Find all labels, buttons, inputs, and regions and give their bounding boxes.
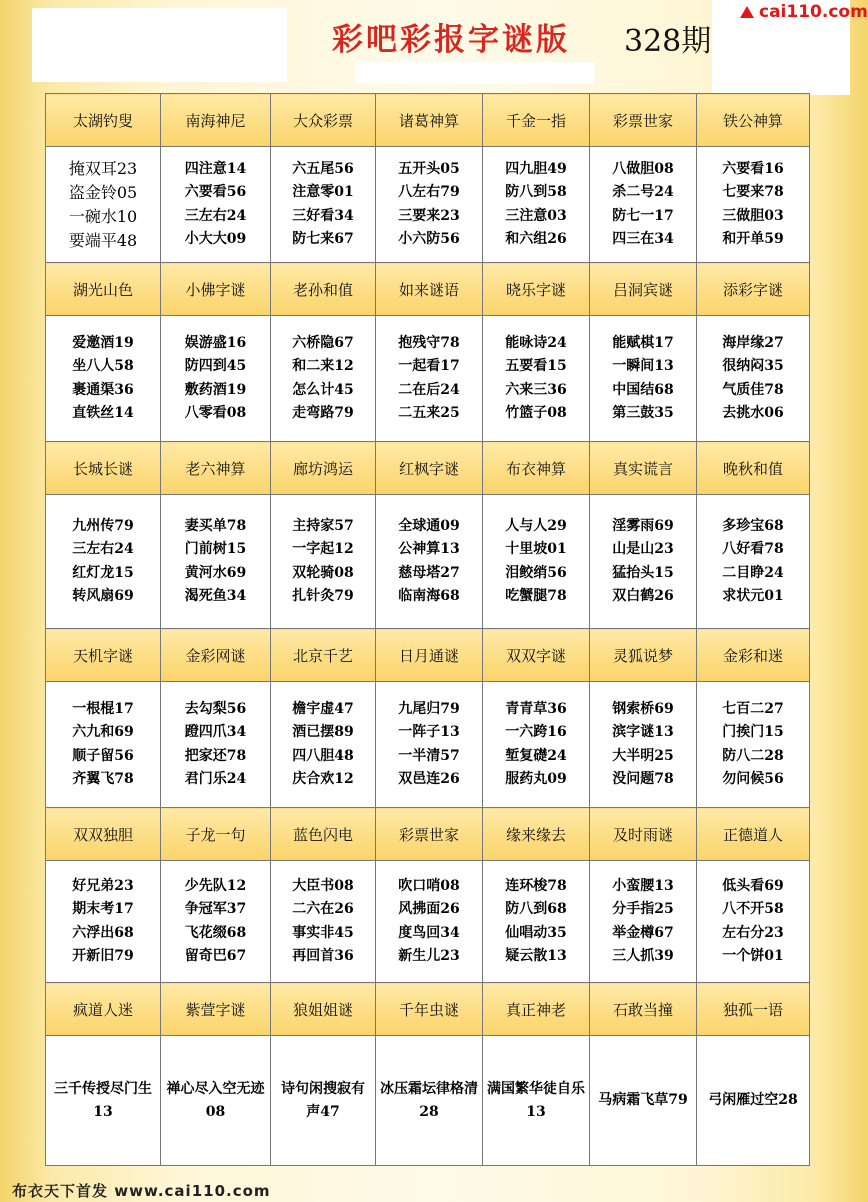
column-name: 及时雨谜: [590, 808, 697, 861]
prediction-cell: [697, 495, 810, 629]
column-name: 灵狐说梦: [590, 629, 697, 682]
prediction-cell: [271, 147, 376, 263]
prediction-line: 钢索桥69: [612, 700, 674, 717]
column-name: 狼姐姐谜: [271, 983, 376, 1036]
prediction-line: 吹口哨08: [398, 877, 460, 894]
prediction-line: 杀二号24: [612, 184, 674, 200]
prediction-cell: [483, 495, 590, 629]
prediction-line: 争冠军37: [184, 901, 247, 917]
prediction-cell: [46, 495, 161, 629]
column-name: 子龙一句: [161, 808, 271, 861]
prediction-line: 九尾归79: [398, 700, 460, 717]
prediction-line: 三左右24: [72, 541, 134, 557]
prediction-line: 门挨门15: [722, 724, 784, 740]
prediction-line: 檐宇虚47: [292, 700, 354, 717]
prediction-line: 小六防56: [398, 231, 460, 247]
prediction-line: 二六在26: [292, 901, 354, 917]
prediction-line: 小蛮腰13: [612, 877, 674, 894]
section-body-row: [46, 316, 810, 442]
prediction-line: 大半明25: [612, 747, 674, 764]
prediction-line: 三左右24: [184, 207, 247, 224]
white-blank-strip: [355, 62, 595, 84]
prediction-cell: [46, 147, 161, 263]
prediction-cell: [271, 1036, 376, 1166]
prediction-line: 七百二27: [722, 700, 784, 717]
prediction-phrase: 满国繁华徒自乐13: [487, 1080, 585, 1120]
prediction-line: 八不开58: [722, 901, 784, 917]
page-title: 彩吧彩报字谜版: [332, 22, 570, 58]
prediction-cell: [483, 682, 590, 808]
column-name: 晓乐字谜: [483, 263, 590, 316]
section-header-row: [46, 263, 810, 316]
prediction-cell: [590, 147, 697, 263]
prediction-cell: [161, 682, 271, 808]
prediction-line: 七要来78: [722, 184, 784, 200]
prediction-cell: [46, 861, 161, 983]
prediction-line: 没问题78: [612, 771, 674, 787]
prediction-line: 怎么计45: [292, 381, 354, 398]
prediction-line: 八好看78: [722, 541, 784, 557]
prediction-line: 去挑水06: [722, 405, 784, 421]
column-name: 吕洞宾谜: [590, 263, 697, 316]
prediction-line: 走弯路79: [292, 405, 354, 421]
prediction-line: 二在后24: [398, 381, 460, 398]
prediction-phrase: 弓闲雁过空28: [708, 1092, 798, 1108]
prediction-cell: [483, 1036, 590, 1166]
prediction-cell: [697, 682, 810, 808]
prediction-cell: [697, 147, 810, 263]
prediction-line: 左右分23: [722, 924, 784, 941]
column-name: 疯道人迷: [46, 983, 161, 1036]
white-blank-box: [32, 8, 287, 82]
prediction-line: 一碗水10: [68, 206, 138, 226]
prediction-phrase: 禅心尽入空无迹08: [166, 1080, 265, 1120]
prediction-cell: [483, 861, 590, 983]
section-body-row: [46, 861, 810, 983]
prediction-line: 多珍宝68: [722, 517, 784, 534]
prediction-line: 海岸缘27: [722, 334, 784, 351]
prediction-line: 五开头05: [398, 160, 460, 177]
prediction-line: 很纳闷35: [722, 358, 784, 374]
prediction-line: 分手指25: [612, 901, 674, 917]
prediction-line: 齐翼飞78: [72, 771, 134, 787]
prediction-line: 二五来25: [398, 405, 460, 421]
riddle-table: [45, 93, 810, 1166]
column-name: 石敢当撞: [590, 983, 697, 1036]
prediction-line: 和开单59: [722, 231, 784, 247]
prediction-line: 转风扇69: [72, 588, 134, 604]
prediction-cell: [376, 861, 483, 983]
prediction-line: 防四到45: [184, 358, 247, 374]
prediction-line: 君门乐24: [184, 771, 247, 787]
prediction-line: 妻买单78: [184, 517, 247, 534]
column-name: 紫萱字谜: [161, 983, 271, 1036]
prediction-line: 六要看16: [722, 160, 784, 177]
prediction-cell: [590, 861, 697, 983]
prediction-line: 留奇巴67: [184, 948, 247, 964]
prediction-line: 防八到68: [505, 901, 567, 917]
prediction-line: 双邑连26: [398, 771, 460, 787]
prediction-line: 一字起12: [292, 541, 354, 557]
column-name: 千年虫谜: [376, 983, 483, 1036]
prediction-line: 气质佳78: [722, 381, 784, 398]
prediction-line: 一瞬间13: [612, 358, 674, 374]
prediction-line: 服药丸09: [505, 771, 567, 787]
prediction-phrase: 马病霜飞草79: [598, 1092, 688, 1108]
prediction-line: 防七来67: [292, 231, 354, 247]
column-name: 诸葛神算: [376, 94, 483, 147]
prediction-line: 三人抓39: [612, 948, 674, 964]
prediction-line: 六桥隐67: [292, 334, 354, 351]
column-name: 晚秋和值: [697, 442, 810, 495]
prediction-line: 勿问候56: [722, 771, 784, 787]
prediction-line: 举金樽67: [612, 924, 674, 941]
prediction-line: 三注意03: [505, 207, 567, 224]
prediction-cell: [590, 316, 697, 442]
issue-number: 328期: [624, 24, 712, 59]
prediction-line: 六浮出68: [72, 924, 134, 941]
prediction-line: 裹通渠36: [72, 381, 134, 398]
prediction-phrase: 三千传授尽门生13: [54, 1080, 152, 1120]
prediction-line: 求状元01: [722, 588, 784, 604]
prediction-line: 三好看34: [292, 207, 354, 224]
prediction-line: 门前树15: [184, 541, 247, 557]
prediction-cell: [271, 682, 376, 808]
prediction-line: 红灯龙15: [72, 564, 134, 581]
section-header-row: [46, 808, 810, 861]
prediction-line: 黄河水69: [184, 564, 247, 581]
prediction-cell: [590, 495, 697, 629]
prediction-line: 三要来23: [398, 207, 460, 224]
column-name: 太湖钓叟: [46, 94, 161, 147]
prediction-line: 飞花缀68: [184, 924, 247, 941]
prediction-line: 把家还78: [184, 747, 247, 764]
prediction-line: 度鸟回34: [398, 924, 460, 941]
footer-credit: 布衣天下首发 www.cai110.com: [12, 1182, 271, 1200]
prediction-line: 山是山23: [612, 541, 674, 557]
prediction-line: 泪鲛绡56: [505, 564, 567, 581]
section-body-row: [46, 682, 810, 808]
prediction-line: 六五尾56: [292, 160, 354, 177]
prediction-line: 少先队12: [184, 877, 247, 894]
prediction-line: 十里坡01: [505, 541, 567, 557]
column-name: 真正神老: [483, 983, 590, 1036]
prediction-line: 慈母塔27: [398, 564, 460, 581]
column-name: 金彩网谜: [161, 629, 271, 682]
section-header-row: [46, 94, 810, 147]
column-name: 天机字谜: [46, 629, 161, 682]
column-name: 老孙和值: [271, 263, 376, 316]
prediction-line: 六九和69: [72, 724, 134, 740]
prediction-cell: [376, 682, 483, 808]
prediction-line: 低头看69: [722, 877, 784, 894]
prediction-line: 临南海68: [398, 588, 460, 604]
prediction-cell: [161, 147, 271, 263]
column-name: 彩票世家: [376, 808, 483, 861]
prediction-line: 抱残守78: [398, 334, 460, 351]
prediction-line: 四九胆49: [505, 160, 567, 177]
prediction-line: 再回首36: [292, 948, 354, 964]
prediction-line: 风拂面26: [398, 901, 460, 917]
section-header-row: [46, 629, 810, 682]
prediction-line: 六来三36: [505, 381, 567, 398]
prediction-cell: [376, 316, 483, 442]
column-name: 双双字谜: [483, 629, 590, 682]
column-name: 正德道人: [697, 808, 810, 861]
prediction-cell: [376, 495, 483, 629]
prediction-line: 能赋棋17: [612, 334, 674, 351]
prediction-line: 防八二28: [722, 747, 784, 764]
prediction-cell: [161, 861, 271, 983]
section-header-row: [46, 983, 810, 1036]
triangle-logo-icon: [740, 6, 754, 18]
section-header-row: [46, 442, 810, 495]
prediction-line: 五要看15: [505, 358, 567, 374]
column-name: 蓝色闪电: [271, 808, 376, 861]
prediction-line: 全球通09: [398, 517, 460, 534]
prediction-cell: [161, 1036, 271, 1166]
prediction-line: 庆合欢12: [292, 771, 354, 787]
prediction-cell: [271, 316, 376, 442]
prediction-line: 坐八人58: [72, 358, 134, 374]
prediction-cell: [376, 147, 483, 263]
prediction-cell: [590, 1036, 697, 1166]
prediction-line: 娱游盛16: [184, 334, 247, 351]
column-name: 彩票世家: [590, 94, 697, 147]
site-logo[interactable]: [740, 2, 868, 22]
column-name: 布衣神算: [483, 442, 590, 495]
logo-text: cai110.com: [759, 2, 868, 22]
prediction-line: 淫雾雨69: [612, 517, 674, 534]
prediction-line: 酒已摆89: [292, 724, 354, 740]
column-name: 小佛字谜: [161, 263, 271, 316]
prediction-cell: [697, 1036, 810, 1166]
prediction-cell: [697, 861, 810, 983]
column-name: 如来谜语: [376, 263, 483, 316]
prediction-line: 蹬四爪34: [184, 724, 247, 740]
prediction-line: 四八胆48: [292, 747, 354, 764]
prediction-line: 一起看17: [398, 358, 460, 374]
prediction-cell: [161, 316, 271, 442]
prediction-line: 主持家57: [292, 517, 354, 534]
column-name: 添彩字谜: [697, 263, 810, 316]
column-name: 缘来缘去: [483, 808, 590, 861]
section-body-row: [46, 147, 810, 263]
prediction-line: 注意零01: [292, 184, 354, 200]
prediction-line: 八做胆08: [612, 160, 674, 177]
prediction-cell: [46, 316, 161, 442]
prediction-line: 事实非45: [292, 924, 354, 941]
prediction-line: 双白鹤26: [612, 588, 674, 604]
prediction-cell: [46, 1036, 161, 1166]
prediction-line: 期末考17: [72, 901, 134, 917]
prediction-line: 小大大09: [184, 231, 247, 247]
prediction-line: 二目睁24: [722, 564, 784, 581]
prediction-line: 一六跨16: [505, 724, 567, 740]
prediction-line: 敷药酒19: [184, 381, 247, 398]
prediction-cell: [483, 316, 590, 442]
prediction-cell: [271, 495, 376, 629]
prediction-line: 好兄弟23: [72, 877, 134, 894]
prediction-line: 青青草36: [505, 700, 567, 717]
prediction-line: 新生儿23: [398, 948, 460, 964]
prediction-line: 吃蟹腿78: [505, 588, 567, 604]
prediction-line: 爱邀酒19: [72, 334, 134, 351]
prediction-line: 八零看08: [184, 405, 247, 421]
prediction-line: 一根棍17: [72, 700, 134, 717]
prediction-phrase: 冰压霜坛律格清28: [380, 1080, 478, 1120]
column-name: 长城长谜: [46, 442, 161, 495]
prediction-line: 大臣书08: [292, 877, 354, 894]
prediction-cell: [161, 495, 271, 629]
prediction-line: 堑复礎24: [505, 747, 567, 764]
prediction-line: 掩双耳23: [68, 158, 138, 178]
prediction-line: 八左右79: [398, 184, 460, 200]
prediction-cell: [46, 682, 161, 808]
prediction-cell: [697, 316, 810, 442]
prediction-line: 四注意14: [184, 160, 247, 177]
column-name: 南海神尼: [161, 94, 271, 147]
section-body-row: [46, 495, 810, 629]
prediction-line: 一阵子13: [398, 724, 460, 740]
prediction-line: 渴死鱼34: [184, 588, 247, 604]
prediction-cell: [376, 1036, 483, 1166]
prediction-line: 顺子留56: [72, 747, 134, 764]
prediction-line: 直铁丝14: [72, 405, 134, 421]
prediction-line: 连环梭78: [505, 877, 567, 894]
prediction-cell: [483, 147, 590, 263]
prediction-phrase: 诗句闲搜寂有声47: [281, 1080, 365, 1120]
column-name: 北京千艺: [271, 629, 376, 682]
prediction-line: 三做胆03: [722, 207, 784, 224]
column-name: 红枫字谜: [376, 442, 483, 495]
prediction-line: 疑云散13: [505, 948, 567, 964]
prediction-line: 公神算13: [398, 541, 460, 557]
prediction-line: 滨字谜13: [612, 724, 674, 740]
prediction-line: 仙唱动35: [505, 924, 567, 941]
column-name: 老六神算: [161, 442, 271, 495]
prediction-line: 和六组26: [505, 231, 567, 247]
prediction-line: 一半清57: [398, 747, 460, 764]
prediction-line: 去勾梨56: [184, 700, 247, 717]
prediction-line: 九州传79: [72, 517, 134, 534]
prediction-line: 竹篮子08: [505, 405, 567, 421]
prediction-line: 盗金铃05: [68, 182, 138, 202]
column-name: 千金一指: [483, 94, 590, 147]
prediction-cell: [271, 861, 376, 983]
prediction-line: 一个饼01: [722, 948, 784, 964]
prediction-line: 防七一17: [612, 207, 674, 224]
prediction-line: 要端平48: [68, 230, 138, 250]
prediction-line: 四三在34: [612, 231, 674, 247]
column-name: 廊坊鸿运: [271, 442, 376, 495]
column-name: 金彩和迷: [697, 629, 810, 682]
prediction-line: 人与人29: [505, 517, 567, 534]
column-name: 独孤一语: [697, 983, 810, 1036]
section-body-row: [46, 1036, 810, 1166]
prediction-line: 开新旧79: [72, 948, 134, 964]
prediction-line: 和二来12: [292, 358, 354, 374]
prediction-line: 能咏诗24: [505, 334, 567, 351]
prediction-line: 中国结68: [612, 381, 674, 398]
prediction-line: 双轮骑08: [292, 564, 354, 581]
column-name: 双双独胆: [46, 808, 161, 861]
column-name: 日月通谜: [376, 629, 483, 682]
column-name: 湖光山色: [46, 263, 161, 316]
column-name: 大众彩票: [271, 94, 376, 147]
prediction-cell: [590, 682, 697, 808]
prediction-line: 防八到58: [505, 184, 567, 200]
prediction-line: 扎针灸79: [292, 588, 354, 604]
column-name: 真实谎言: [590, 442, 697, 495]
prediction-line: 六要看56: [184, 184, 247, 200]
prediction-line: 猛抬头15: [612, 564, 674, 581]
column-name: 铁公神算: [697, 94, 810, 147]
prediction-line: 第三鼓35: [612, 405, 674, 421]
